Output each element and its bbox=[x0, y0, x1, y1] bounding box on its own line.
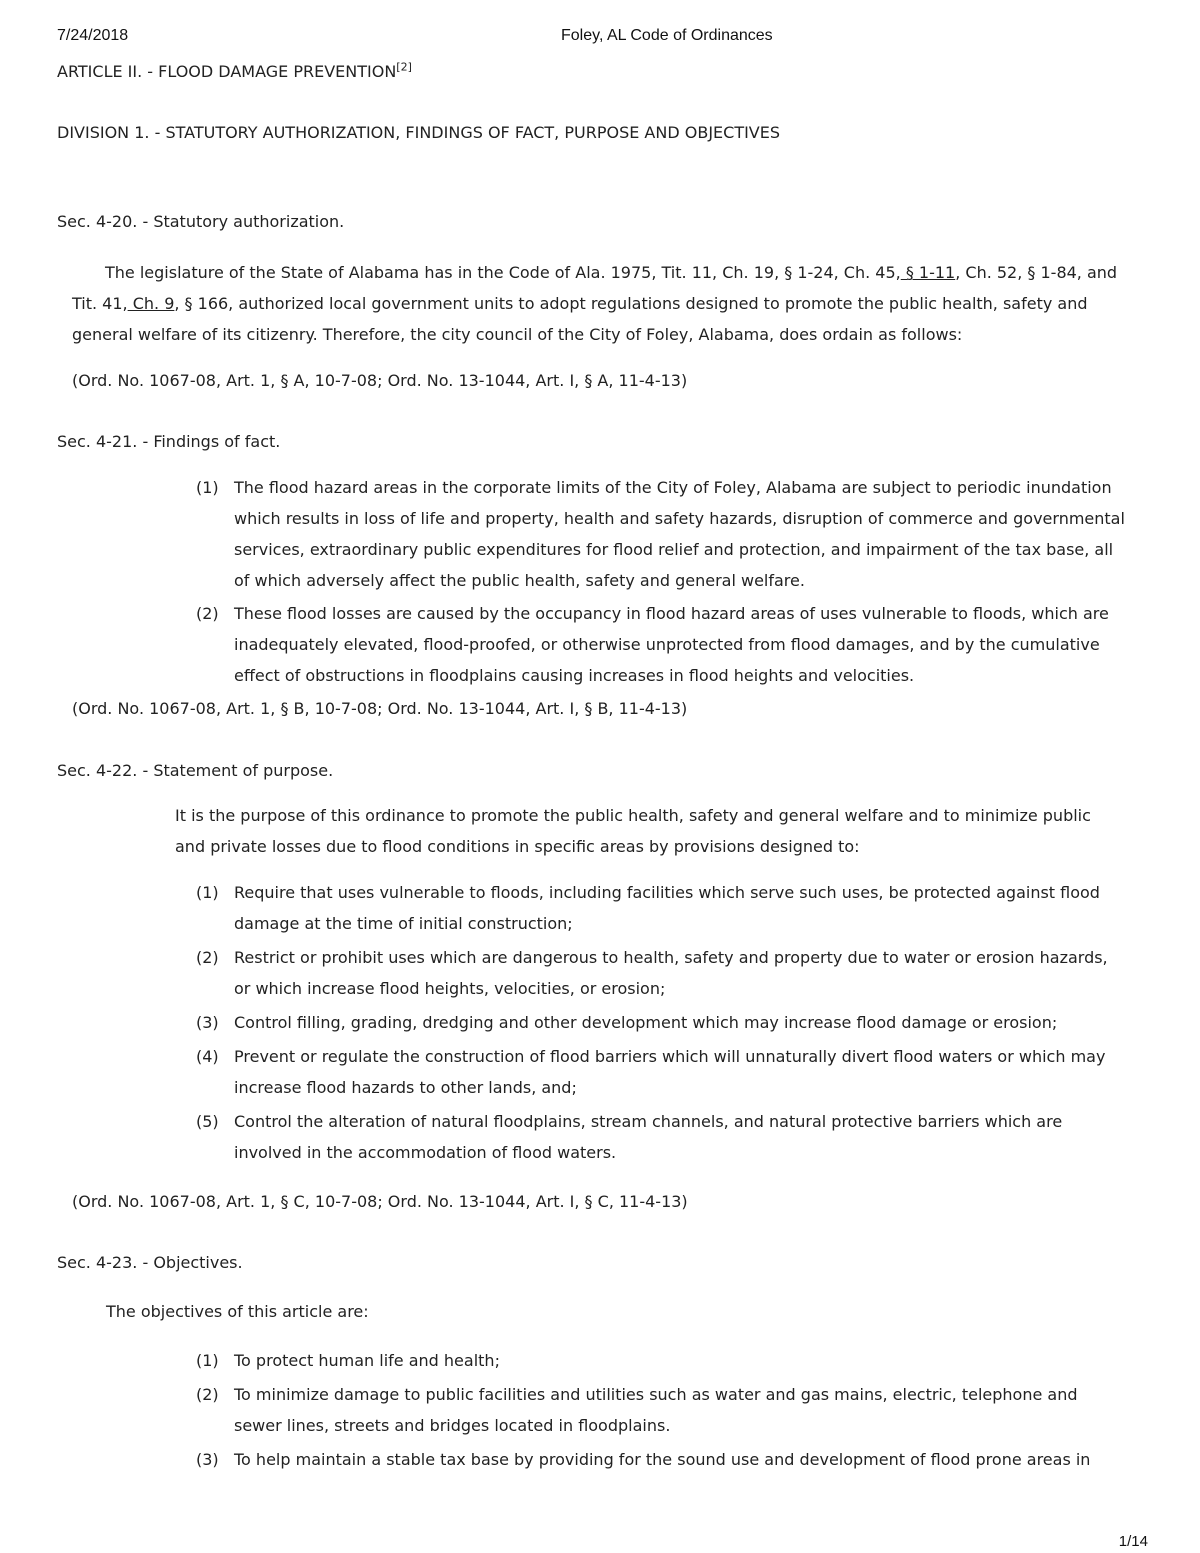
section-heading-4-23: Sec. 4-23. - Objectives. bbox=[57, 1253, 243, 1272]
section-4-22-intro: It is the purpose of this ordinance to promote the public health, safety and general welfare and to minimize public and private losses due to flood conditions in specific areas by provisions designed to: bbox=[175, 806, 1091, 856]
list-number: (2) bbox=[196, 604, 219, 623]
code-link-1-11[interactable]: § 1-11 bbox=[900, 263, 956, 282]
list-item bbox=[196, 472, 1126, 596]
list-number: (3) bbox=[196, 1450, 219, 1469]
article-footnote-link[interactable]: [2] bbox=[396, 60, 412, 74]
list-item bbox=[196, 1106, 1126, 1168]
list-number: (4) bbox=[196, 1047, 219, 1066]
section-4-23-intro: The objectives of this article are: bbox=[106, 1302, 369, 1321]
paragraph-text: The legislature of the State of Alabama has in the Code of Ala. 1975, Tit. 11, Ch. 19, § 1-24, Ch. 45, bbox=[105, 263, 901, 282]
print-date: 7/24/2018 bbox=[57, 27, 129, 44]
list-number: (5) bbox=[196, 1112, 219, 1131]
list-item bbox=[196, 942, 1126, 1004]
list-number: (2) bbox=[196, 1385, 219, 1404]
history-note-4-21: (Ord. No. 1067-08, Art. 1, § B, 10-7-08; Ord. No. 13-1044, Art. I, § B, 11-4-13) bbox=[72, 699, 688, 718]
page-number: 1/14 bbox=[1118, 1533, 1148, 1550]
list-text: These flood losses are caused by the occupancy in flood hazard areas of uses vulnerable to floods, which are inadequately elevated, flood-proofed, or otherwise unprotected from flood damages, and by the cumulative effect of obstructions in floodplains causing increases in flood heights and velocities. bbox=[234, 604, 1109, 685]
list-number: (1) bbox=[196, 883, 219, 902]
list-number: (2) bbox=[196, 948, 219, 967]
list-item bbox=[196, 1379, 1126, 1441]
list-number: (1) bbox=[196, 478, 219, 497]
list-item bbox=[196, 598, 1126, 691]
list-text: Restrict or prohibit uses which are dangerous to health, safety and property due to water or erosion hazards, or which increase flood heights, velocities, or erosion; bbox=[234, 948, 1108, 998]
history-note-4-20: (Ord. No. 1067-08, Art. 1, § A, 10-7-08; Ord. No. 13-1044, Art. I, § A, 11-4-13) bbox=[72, 371, 688, 390]
list-text: The flood hazard areas in the corporate limits of the City of Foley, Alabama are subject to periodic inundation which results in loss of life and property, health and safety hazards, disruption of commerce and governmental services, extraordinary public expenditures for flood relief and protection, and impairment of the tax base, all of which adversely affect the public health, safety and general welfare. bbox=[234, 478, 1125, 590]
list-item bbox=[196, 1444, 1126, 1475]
section-heading-4-20: Sec. 4-20. - Statutory authorization. bbox=[57, 212, 345, 231]
list-number: (3) bbox=[196, 1013, 219, 1032]
list-text: Require that uses vulnerable to floods, including facilities which serve such uses, be protected against flood damage at the time of initial construction; bbox=[234, 883, 1100, 933]
section-4-20-paragraph bbox=[72, 257, 1132, 350]
list-text: To help maintain a stable tax base by providing for the sound use and development of flood prone areas in bbox=[234, 1450, 1091, 1469]
list-item bbox=[196, 1041, 1126, 1103]
article-title-text: ARTICLE II. - FLOOD DAMAGE PREVENTION bbox=[57, 62, 397, 81]
list-item bbox=[196, 1007, 1126, 1038]
list-number: (1) bbox=[196, 1351, 219, 1370]
list-item bbox=[196, 877, 1126, 939]
paragraph-text: , § 166, authorized local government units to adopt regulations designed to promote the public health, safety and general welfare of its citizenry. Therefore, the city council of the City of Foley, Alabama, does ordain as follows: bbox=[72, 294, 1088, 344]
list-text: Control the alteration of natural floodplains, stream channels, and natural protective barriers which are involved in the accommodation of flood waters. bbox=[234, 1112, 1063, 1162]
list-item bbox=[196, 1345, 1126, 1376]
list-text: To protect human life and health; bbox=[234, 1351, 500, 1370]
code-link-ch-9[interactable]: Ch. 9 bbox=[127, 294, 175, 313]
history-note-4-22: (Ord. No. 1067-08, Art. 1, § C, 10-7-08; Ord. No. 13-1044, Art. I, § C, 11-4-13) bbox=[72, 1192, 688, 1211]
print-title: Foley, AL Code of Ordinances bbox=[561, 27, 773, 44]
division-title: DIVISION 1. - STATUTORY AUTHORIZATION, FINDINGS OF FACT, PURPOSE AND OBJECTIVES bbox=[57, 123, 781, 142]
paragraph-text: , Ch. 52, § 1-84, and Tit. 41, bbox=[72, 263, 1118, 313]
section-heading-4-22: Sec. 4-22. - Statement of purpose. bbox=[57, 761, 334, 780]
section-heading-4-21: Sec. 4-21. - Findings of fact. bbox=[57, 432, 281, 451]
list-text: Control filling, grading, dredging and other development which may increase flood damage or erosion; bbox=[234, 1013, 1058, 1032]
list-text: Prevent or regulate the construction of flood barriers which will unnaturally divert flood waters or which may increase flood hazards to other lands, and; bbox=[234, 1047, 1106, 1097]
list-text: To minimize damage to public facilities and utilities such as water and gas mains, electric, telephone and sewer lines, streets and bridges located in floodplains. bbox=[234, 1385, 1078, 1435]
article-title bbox=[57, 62, 412, 81]
